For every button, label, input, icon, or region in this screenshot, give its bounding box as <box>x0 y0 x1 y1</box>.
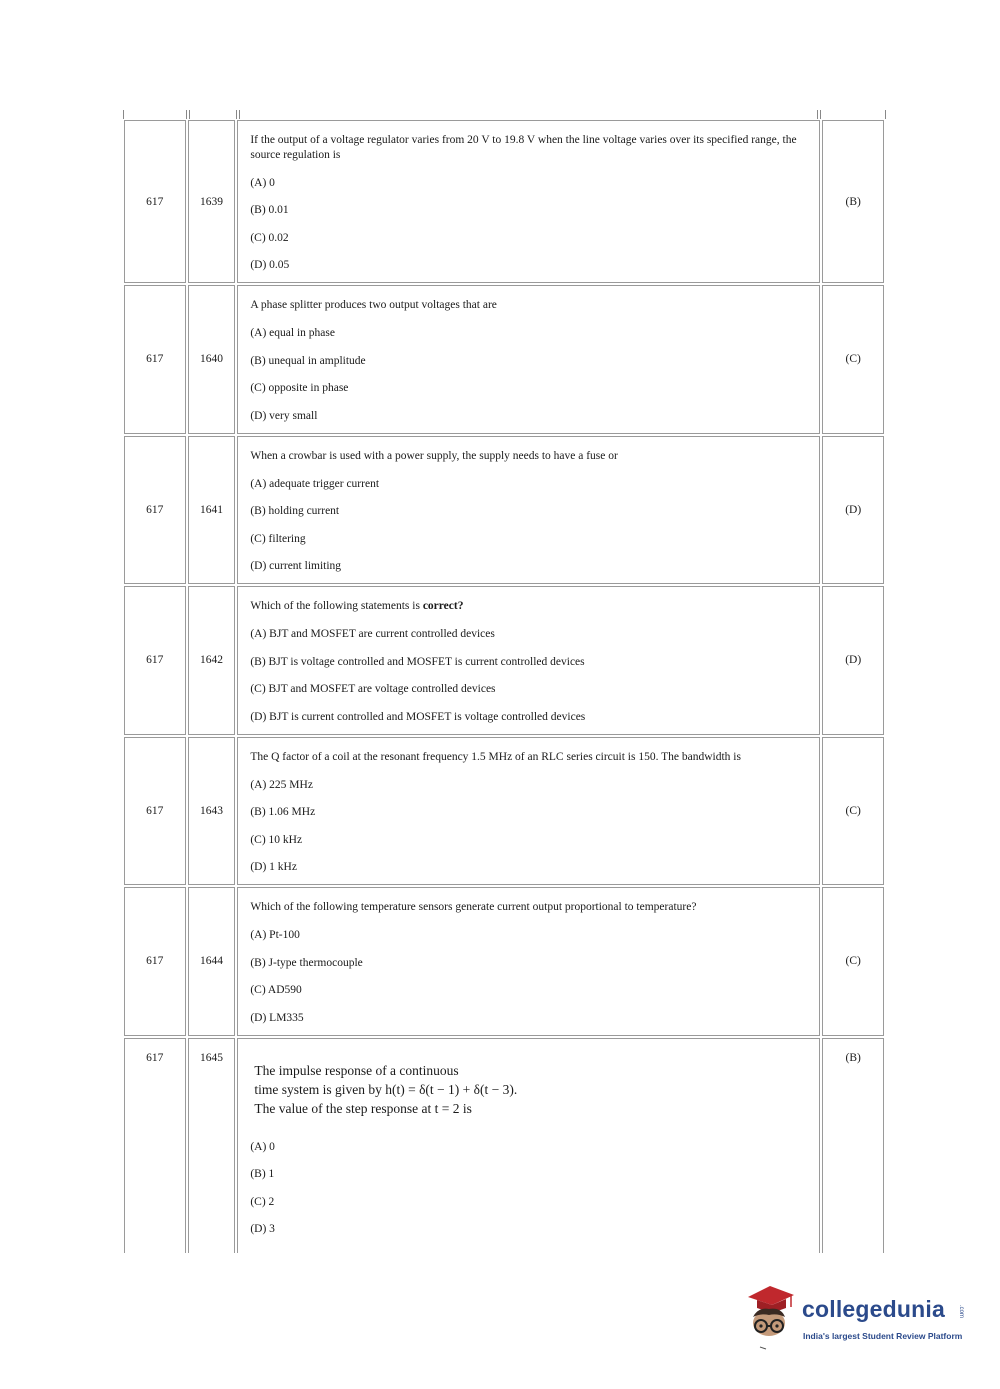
option-d: (D) 3 <box>250 1223 275 1235</box>
code-cell: 617 <box>124 887 186 1036</box>
table-row <box>124 1038 884 1253</box>
option-d: (D) LM335 <box>250 1011 304 1024</box>
question-text: Which of the following temperature sensors generate current output proportional to temperature? <box>250 901 697 913</box>
option-c: (C) BJT and MOSFET are voltage controlled devices <box>250 683 496 695</box>
code-cell: 617 <box>124 285 186 434</box>
answer-cell: (C) <box>822 887 884 1036</box>
question-text: When a crowbar is used with a power supply, the supply needs to have a fuse or <box>250 449 618 462</box>
table-row <box>124 285 884 434</box>
answer-cell: (C) <box>822 737 884 886</box>
option-a: (A) 0 <box>250 1140 275 1153</box>
option-d: (D) 0.05 <box>250 259 290 271</box>
option-a: (A) BJT and MOSFET are current controlled devices <box>250 628 495 640</box>
table-row <box>124 586 884 735</box>
answer-cell: (D) <box>822 586 884 735</box>
option-c: (C) 0.02 <box>250 231 289 244</box>
question-cell <box>237 120 820 283</box>
logo-suffix: .com <box>958 1305 964 1319</box>
question-cell <box>237 586 820 735</box>
logo-tagline: India's largest Student Review Platform <box>803 1331 963 1341</box>
question-number-cell: 1643 <box>188 737 236 886</box>
option-c: (C) filtering <box>250 532 306 545</box>
question-number-cell: 1645 <box>188 1038 236 1253</box>
option-d: (D) 1 kHz <box>250 861 297 873</box>
question-cell <box>237 737 820 886</box>
questions-table <box>122 118 886 1255</box>
answer-cell: (C) <box>822 285 884 434</box>
question-number-cell: 1644 <box>188 887 236 1036</box>
question-math-block <box>254 1061 809 1118</box>
question-line-1: The impulse response of a continuous <box>254 1062 459 1078</box>
question-line-2: time system is given by h(t) = δ(t − 1) + δ(t − 3). <box>254 1081 518 1097</box>
option-b: (B) J-type thermocouple <box>250 956 363 969</box>
question-cell <box>237 285 820 434</box>
option-b: (B) BJT is voltage controlled and MOSFET is current controlled devices <box>250 655 585 668</box>
code-cell: 617 <box>124 737 186 886</box>
question-text: The Q factor of a coil at the resonant frequency 1.5 MHz of an RLC series circuit is 150. The bandwidth is <box>250 750 741 763</box>
option-d: (D) BJT is current controlled and MOSFET is voltage controlled devices <box>250 710 586 723</box>
question-number-cell: 1642 <box>188 586 236 735</box>
option-b: (B) 1 <box>250 1168 275 1180</box>
option-c: (C) AD590 <box>250 984 302 996</box>
question-text-bold: correct? <box>422 600 464 612</box>
code-cell: 617 <box>124 586 186 735</box>
option-b: (B) unequal in amplitude <box>250 354 366 367</box>
question-number-cell: 1641 <box>188 436 236 585</box>
answer-cell: (B) <box>822 1038 884 1253</box>
option-b: (B) 1.06 MHz <box>250 806 316 818</box>
option-c: (C) 2 <box>250 1195 275 1208</box>
question-cell <box>237 436 820 585</box>
question-line-3: The value of the step response at t = 2 is <box>254 1100 472 1116</box>
option-b: (B) 0.01 <box>250 204 289 216</box>
answer-cell: (B) <box>822 120 884 283</box>
option-d: (D) very small <box>250 409 318 422</box>
question-number-cell: 1640 <box>188 285 236 434</box>
question-text: A phase splitter produces two output voltages that are <box>250 299 497 311</box>
option-a: (A) 225 MHz <box>250 778 313 791</box>
option-d: (D) current limiting <box>250 560 342 572</box>
code-cell: 617 <box>124 120 186 283</box>
table-row <box>124 737 884 886</box>
code-cell: 617 <box>124 436 186 585</box>
option-b: (B) holding current <box>250 505 340 517</box>
question-cell <box>237 887 820 1036</box>
question-text <box>250 599 809 614</box>
logo-wordmark: collegedunia <box>802 1296 945 1322</box>
option-a: (A) adequate trigger current <box>250 477 380 490</box>
table-row <box>124 436 884 585</box>
table-row <box>124 120 884 283</box>
table-row <box>124 887 884 1036</box>
question-text-prefix: Which of the following statements is <box>250 600 423 612</box>
answer-cell: (D) <box>822 436 884 585</box>
code-cell: 617 <box>124 1038 186 1253</box>
option-a: (A) 0 <box>250 176 275 189</box>
question-text: If the output of a voltage regulator varies from 20 V to 19.8 V when the line voltage varies over its specified range, the source regulation is <box>250 134 797 161</box>
question-cell <box>237 1038 820 1253</box>
option-a: (A) Pt-100 <box>250 929 300 941</box>
option-c: (C) opposite in phase <box>250 382 349 394</box>
question-number-cell: 1639 <box>188 120 236 283</box>
option-a: (A) equal in phase <box>250 327 335 339</box>
option-c: (C) 10 kHz <box>250 833 303 846</box>
